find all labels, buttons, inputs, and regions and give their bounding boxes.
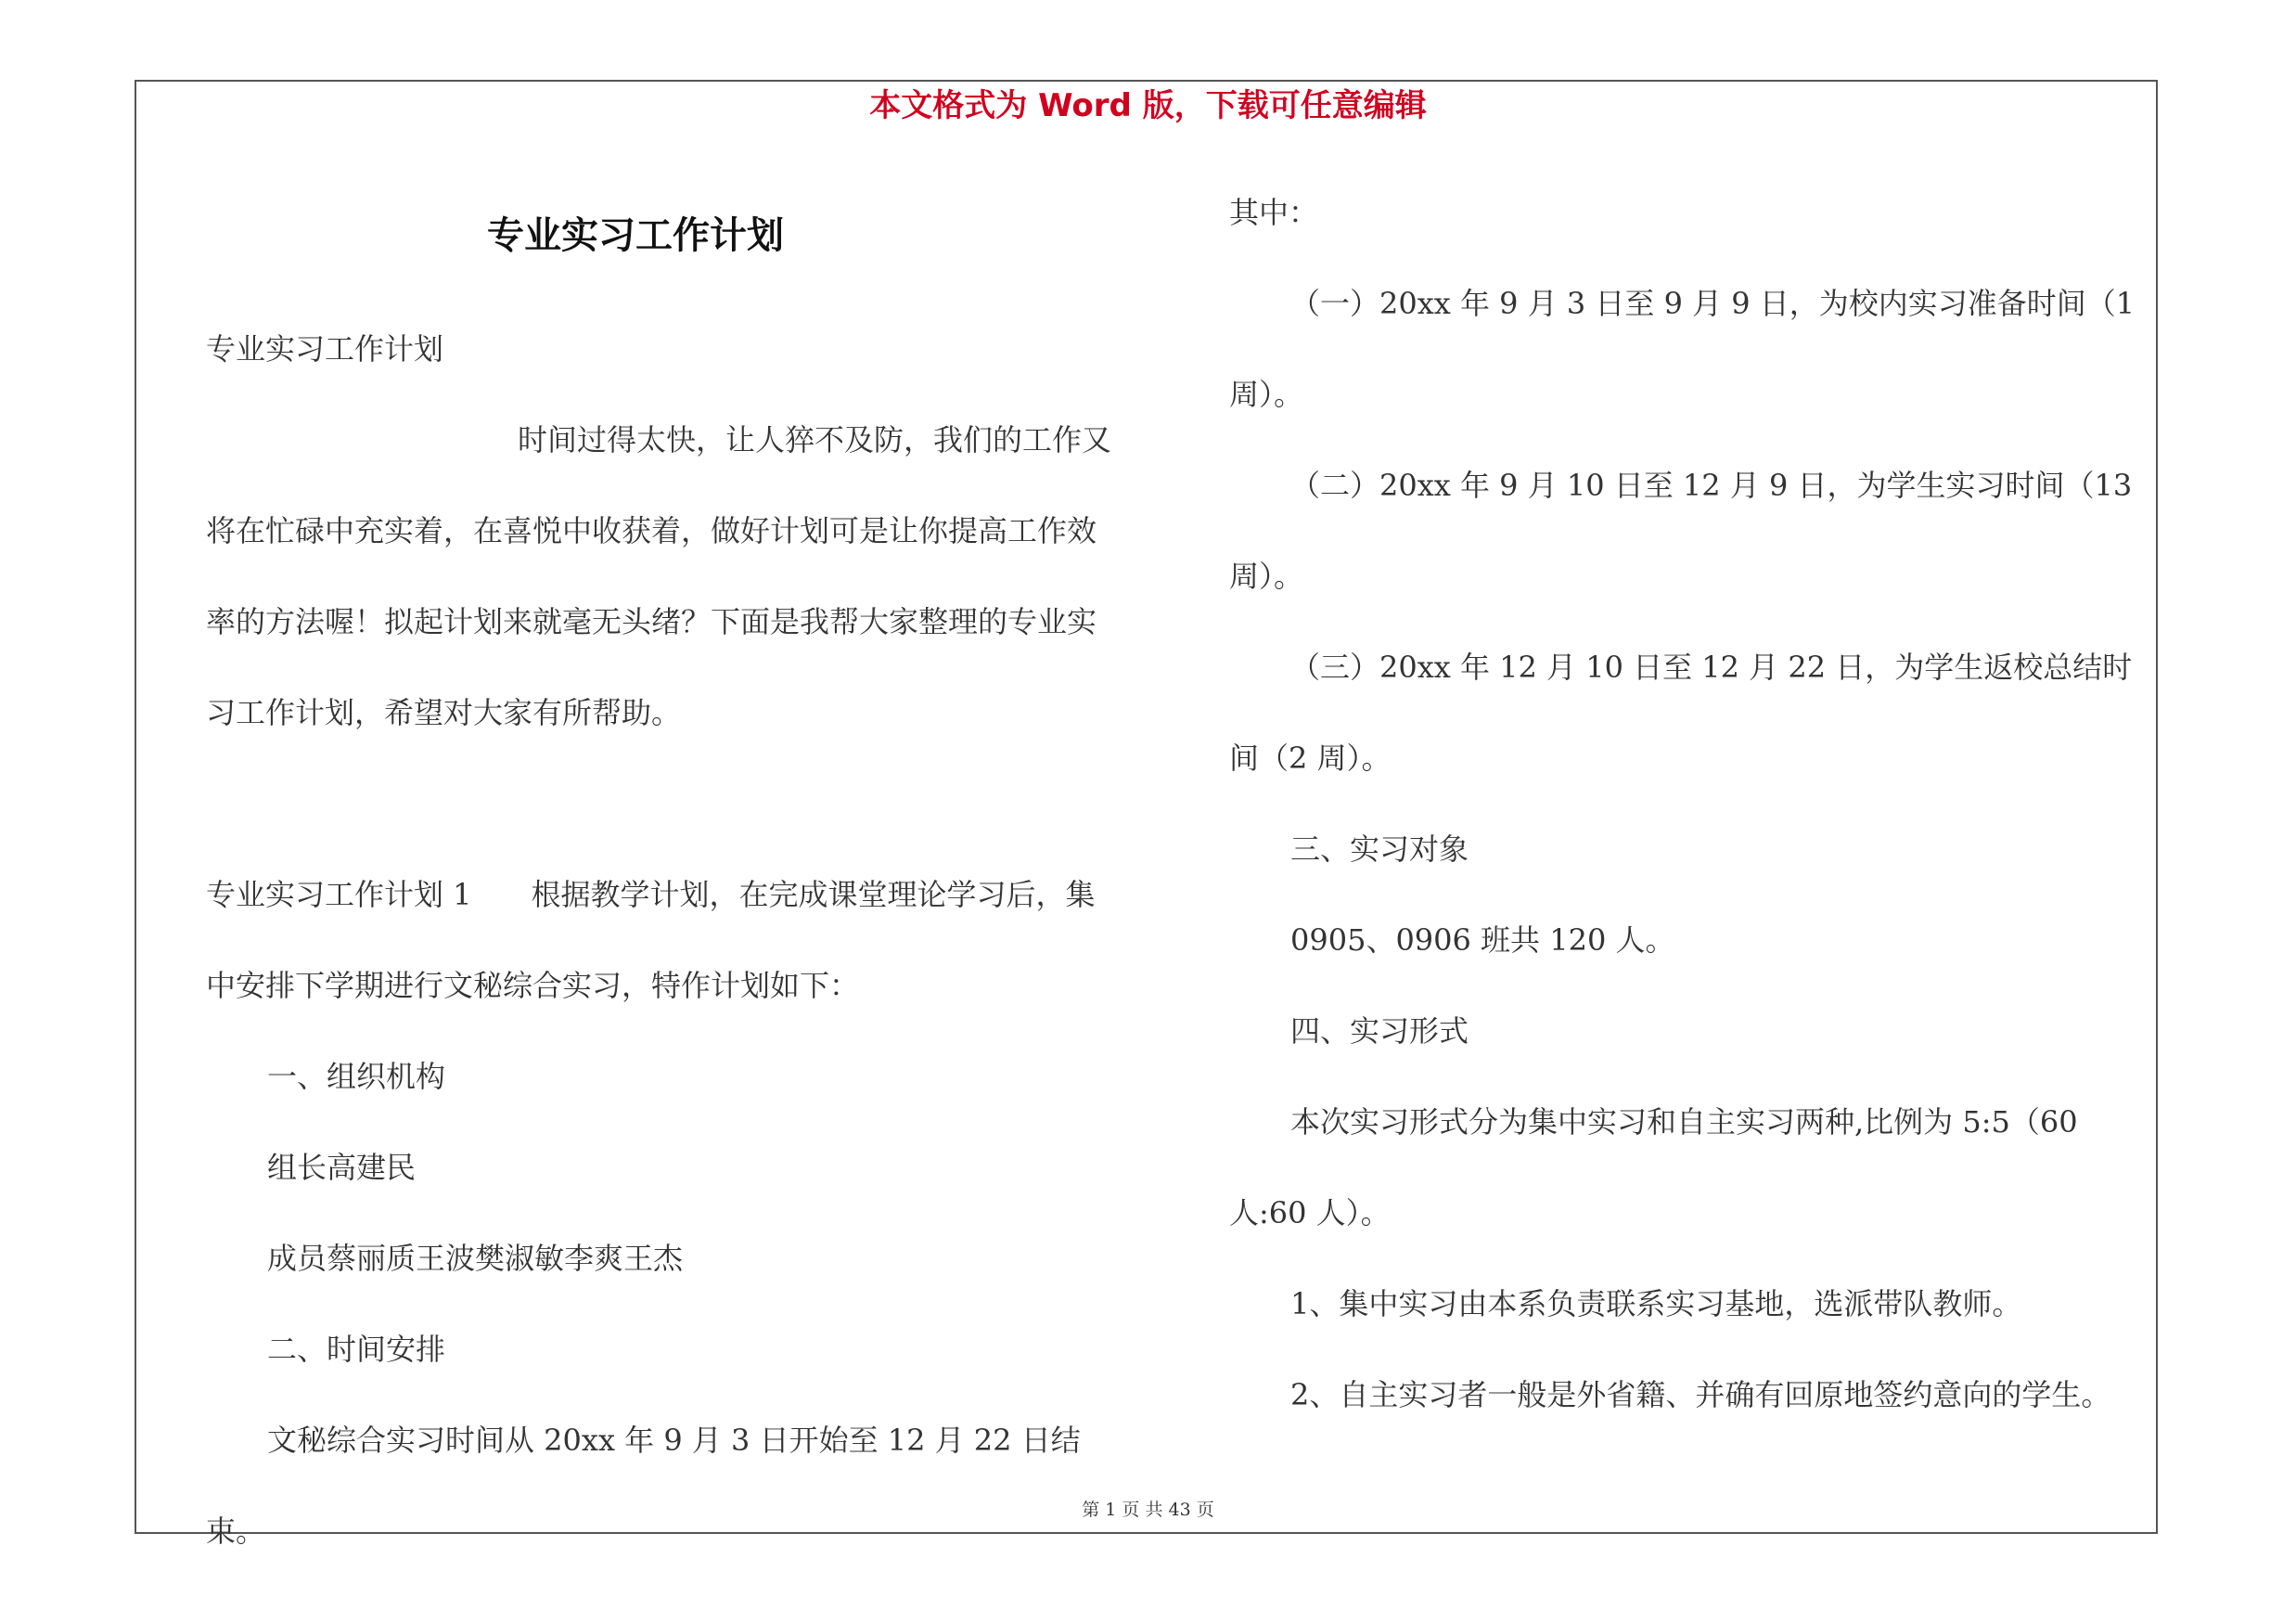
paragraph: 组长高建民 <box>267 1150 417 1185</box>
right-column <box>1229 167 2157 1440</box>
section-heading: 三、实习对象 <box>1290 831 1469 867</box>
list-item: （三）20xx 年 12 月 10 日至 12 月 22 日，为学生返校总结时间（2 周）。 <box>1229 650 2133 776</box>
section-heading: 四、实习形式 <box>1290 1013 1469 1049</box>
editable-format-banner: 本文格式为 Word 版，下载可任意编辑 <box>869 87 1427 124</box>
list-item: 2、自主实习者一般是外省籍、并确有回原地签约意向的学生。 <box>1290 1377 2111 1412</box>
section-heading: 二、时间安排 <box>267 1332 446 1367</box>
paragraph: 本次实习形式分为集中实习和自主实习两种,比例为 5:5（60 人:60 人）。 <box>1229 1104 2078 1230</box>
list-item: （一）20xx 年 9 月 3 日至 9 月 9 日，为校内实习准备时间（1 周）。 <box>1229 286 2136 412</box>
paragraph-gap <box>206 758 1124 849</box>
section-heading: 一、组织机构 <box>267 1059 446 1094</box>
document-title: 专业实习工作计划 <box>487 214 784 257</box>
page-number-footer: 第 1 页 共 43 页 <box>1082 1500 1214 1520</box>
paragraph: 专业实习工作计划 1 根据教学计划，在完成课堂理论学习后，集中安排下学期进行文秘综合实习，特作计划如下： <box>206 877 1096 1003</box>
paragraph: 时间过得太快，让人猝不及防，我们的工作又将在忙碌中充实着，在喜悦中收获着，做好计划可是让你提高工作效率的方法喔！拟起计划来就毫无头绪？下面是我帮大家整理的专业实习工作计划，希望对大家有所帮助。 <box>206 422 1112 730</box>
paragraph: 成员蔡丽质王波樊淑敏李爽王杰 <box>267 1241 684 1276</box>
left-column <box>206 303 1124 1577</box>
list-item: 1、集中实习由本系负责联系实习基地，选派带队教师。 <box>1290 1286 2022 1321</box>
paragraph: 文秘综合实习时间从 20xx 年 9 月 3 日开始至 12 月 22 日结束。 <box>206 1423 1081 1549</box>
paragraph: 其中： <box>1229 195 1319 230</box>
paragraph: 专业实习工作计划 <box>206 331 444 367</box>
list-item: （二）20xx 年 9 月 10 日至 12 月 9 日，为学生实习时间（13 周）。 <box>1229 468 2133 594</box>
paragraph: 0905、0906 班共 120 人。 <box>1290 922 1675 958</box>
